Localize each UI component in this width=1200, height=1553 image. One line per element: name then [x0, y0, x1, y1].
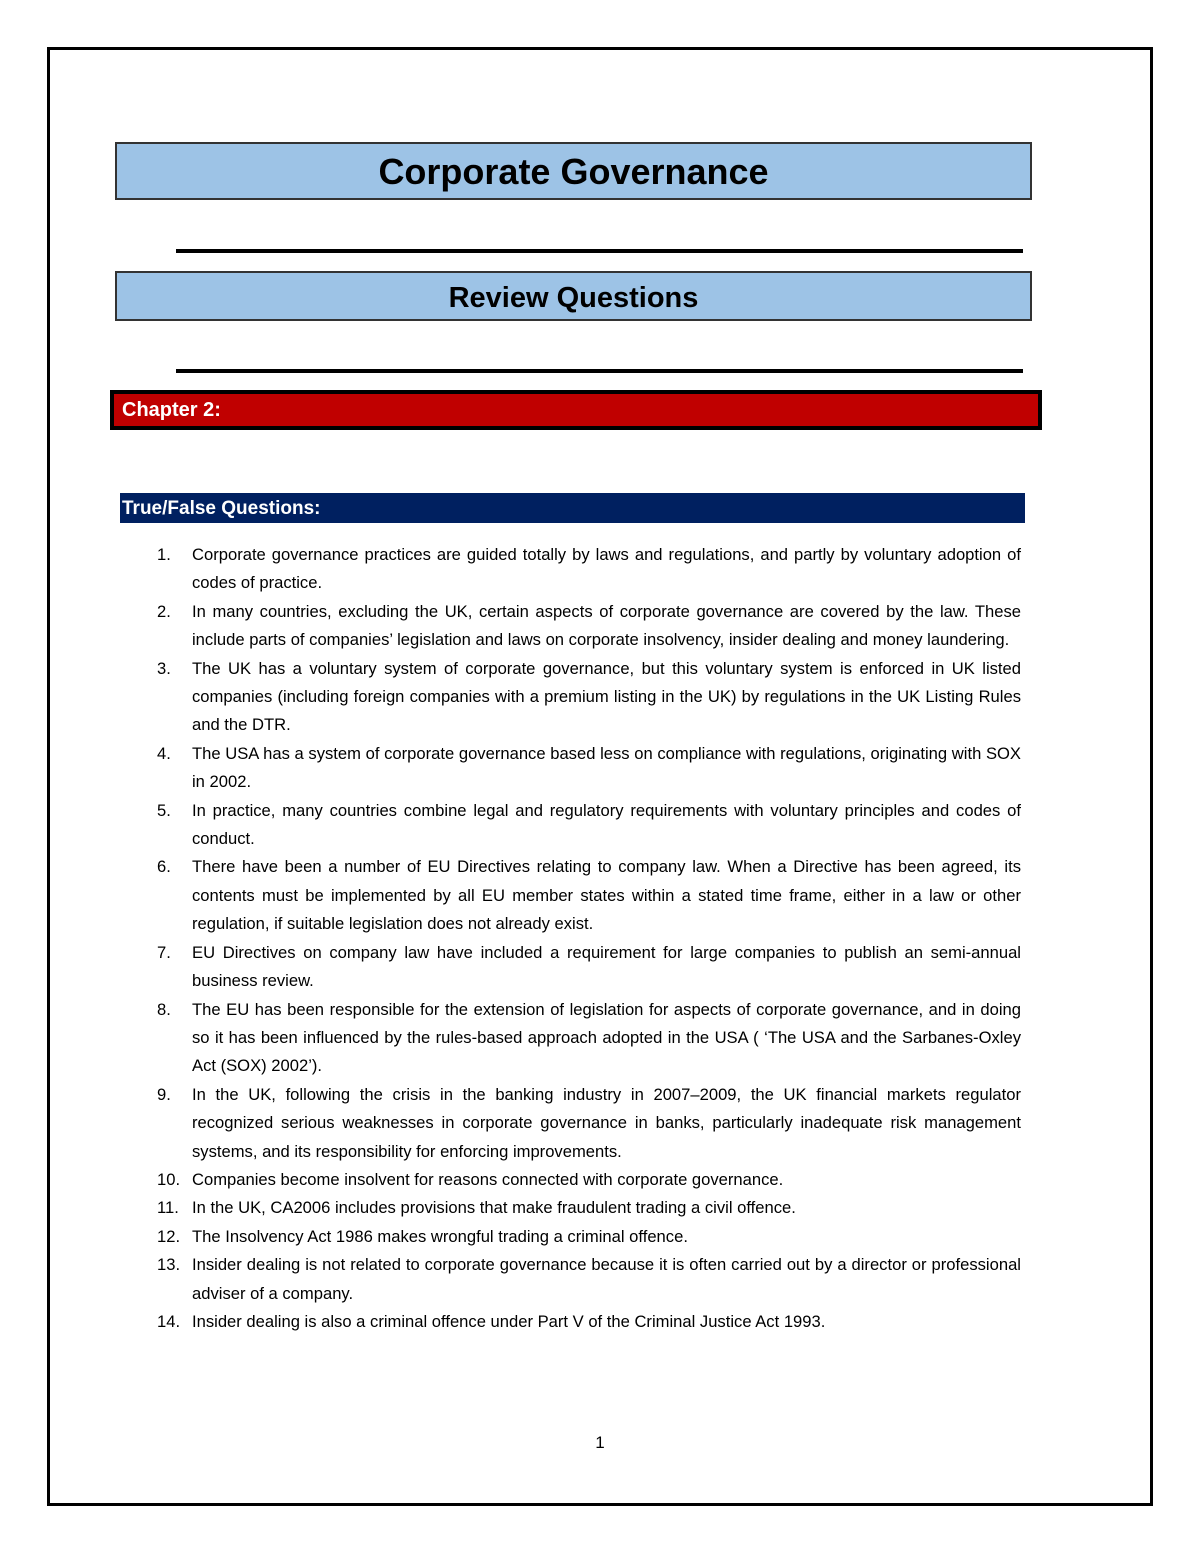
question-item [150, 939, 1021, 996]
question-text: The EU has been responsible for the extension of legislation for aspects of corporate governance, and in doing so it has been influenced by the rules-based approach adopted in the USA ( ‘The USA and the Sarbanes-Oxley Act (SOX) 2002’). [192, 999, 1021, 1076]
question-text: In many countries, excluding the UK, certain aspects of corporate governance are covered by the law. These include parts of companies’ legislation and laws on corporate insolvency, insider dealing and money laundering. [192, 601, 1021, 650]
question-text: Companies become insolvent for reasons connected with corporate governance. [192, 1169, 784, 1189]
question-number: 6. [157, 857, 171, 877]
divider [176, 369, 1023, 373]
question-number: 13. [157, 1255, 181, 1275]
question-number: 5. [157, 800, 171, 820]
question-text: Insider dealing is not related to corporate governance because it is often carried out by a director or professional adviser of a company. [192, 1255, 1021, 1303]
page-number: 1 [595, 1433, 605, 1452]
divider [176, 249, 1023, 253]
chapter-heading: Chapter 2: [110, 390, 1042, 430]
question-number: 10. [157, 1169, 181, 1189]
question-number: 7. [157, 942, 171, 962]
document-subtitle: Review Questions [115, 271, 1032, 321]
question-number: 9. [157, 1084, 171, 1104]
question-text: EU Directives on company law have included a requirement for large companies to publish an semi-annual business review. [192, 942, 1021, 991]
question-item [150, 541, 1021, 598]
question-item [150, 1081, 1021, 1166]
question-item [150, 1194, 1021, 1222]
question-text: The Insolvency Act 1986 makes wrongful trading a criminal offence. [192, 1226, 688, 1246]
question-item [150, 1308, 1021, 1336]
question-item [150, 1223, 1021, 1251]
question-text: In the UK, CA2006 includes provisions that make fraudulent trading a civil offence. [192, 1198, 796, 1218]
question-text: Insider dealing is also a criminal offence under Part V of the Criminal Justice Act 1993. [192, 1311, 826, 1331]
question-text: The UK has a voluntary system of corporate governance, but this voluntary system is enforced in UK listed companies (including foreign companies with a premium listing in the UK) by regulations in the UK Listing Rules and the DTR. [192, 658, 1021, 735]
document-title: Corporate Governance [115, 142, 1032, 200]
question-item [150, 797, 1021, 854]
question-number: 4. [157, 743, 171, 763]
question-item [150, 1166, 1021, 1194]
question-number: 11. [157, 1198, 179, 1218]
question-item [150, 598, 1021, 655]
question-number: 3. [157, 658, 171, 678]
question-item [150, 853, 1021, 938]
question-text: There have been a number of EU Directives relating to company law. When a Directive has been agreed, its contents must be implemented by all EU member states within a stated time frame, either in a law or other regulation, if suitable legislation does not already exist. [192, 857, 1021, 934]
question-text: In practice, many countries combine legal and regulatory requirements with voluntary principles and codes of conduct. [192, 800, 1021, 849]
question-number: 12. [157, 1226, 181, 1246]
section-heading: True/False Questions: [120, 493, 1025, 523]
question-item [150, 996, 1021, 1081]
question-list [150, 541, 1021, 1336]
question-item [150, 740, 1021, 797]
question-text: The USA has a system of corporate governance based less on compliance with regulations, originating with SOX in 2002. [192, 743, 1021, 792]
question-number: 8. [157, 999, 171, 1019]
question-item [150, 655, 1021, 740]
question-number: 1. [157, 545, 171, 564]
question-number: 14. [157, 1311, 181, 1331]
question-text: Corporate governance practices are guided totally by laws and regulations, and partly by voluntary adoption of codes of practice. [192, 545, 1021, 593]
question-number: 2. [157, 601, 171, 621]
question-text: In the UK, following the crisis in the banking industry in 2007–2009, the UK financial markets regulator recognized serious weaknesses in corporate governance in banks, particularly inadequate risk management systems, and its responsibility for enforcing improvements. [192, 1084, 1021, 1161]
question-item [150, 1251, 1021, 1308]
